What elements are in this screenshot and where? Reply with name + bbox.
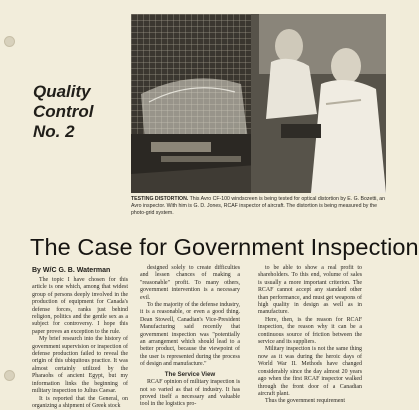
- paragraph: To the majority of the defense industry, it is a reasonable, or even a good thing. Dean Stowell, Canadian's Vice-President Manufacturing said recently that government inspection was "potentially an arrangement which should lead to a better product, because the viewpoint of the user is represented during the process of design and manufacture.": [140, 302, 240, 369]
- section-subhead: The Service View: [140, 371, 240, 378]
- paragraph: My brief research into the history of government supervision or inspection of defense production failed to reveal the origin of this ubiquitous practice. It was almost certainly utilized by the Pharaohs of ancient Egypt, but my information links the beginning of military inspection to Julius Caesar.: [32, 336, 128, 395]
- paragraph: Here, then, is the reason for RCAF inspection, the reason why it can be a continuous source of friction between the service and its suppliers.: [258, 317, 362, 347]
- paragraph: The topic I have chosen for this article is one which, among that widest group of persons deeply involved in the production of equipment for Canada's defense forces, ranks just behind religion, politics and the gentle sex as a subject for controversy. I hope this paper proves an exception to the rule.: [32, 277, 128, 336]
- caption-text: This Avro CF-100 windscreen is being tested for optical distortion by E. G. Bozetti, an Avro inspector. With him is G. D. Jones, RCAF inspector of aircraft. The distortion is being measured by the photo-grid system.: [131, 196, 385, 216]
- caption-lead: TESTING DISTORTION.: [131, 196, 188, 202]
- article-column-3: [258, 265, 362, 400]
- punch-hole: [4, 36, 15, 47]
- paragraph: Thus the government requirement: [258, 398, 362, 405]
- inspection-photo: [131, 14, 386, 193]
- inspection-photo-image: [131, 14, 386, 193]
- article-column-1: [32, 277, 128, 400]
- series-title-line: Quality: [33, 82, 123, 102]
- article-column-2: [140, 265, 240, 400]
- punch-hole: [4, 370, 15, 381]
- series-title-line: Control: [33, 102, 123, 122]
- paragraph: It is reported that the General, on organizing a shipment of Greek stock: [32, 396, 128, 410]
- series-title-line: No. 2: [33, 122, 123, 142]
- paragraph: RCAF opinion of military inspection is not so varied as that of industry. It has proved itself a necessary and valuable tool in the logistics pro-: [140, 379, 240, 409]
- article-byline: By W/C G. B. Waterman: [32, 267, 110, 274]
- paragraph: Military inspection is not the same thing now as it was during the heroic days of World War II. Methods have changed considerably since the day almost 20 years ago when the first RCAF inspector walked through the front door of a Canadian aircraft plant.: [258, 346, 362, 398]
- paragraph: designed solely to create difficulties and lessen chances of making a "reasonable" profit. To many others, government intervention is a necessary evil.: [140, 265, 240, 302]
- paragraph: to be able to show a real profit to shareholders. To this end, volume of sales is usually a more important criterion. The RCAF cannot accept any standard other than performance, and must get weapons of high quality in design as well as in manufacture.: [258, 265, 362, 317]
- photo-caption: [131, 196, 386, 217]
- series-title: [33, 82, 123, 142]
- article-headline: The Case for Government Inspection: [30, 234, 390, 261]
